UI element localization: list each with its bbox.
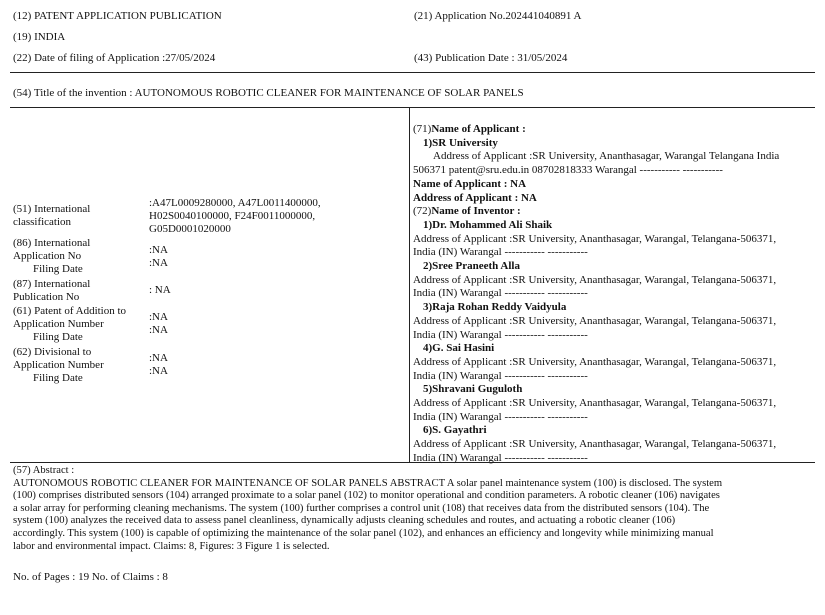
abstract-line: a solar array for performing cleaning mechanisms. The system (100) further comprises a control unit (108) that receives data from the distributed sensors (104). The (13, 502, 710, 514)
applicant-address-line: 506371 patent@sru.edu.in 08702818333 Warangal ----------- ----------- (413, 164, 723, 177)
inventor-address-line: Address of Applicant :SR University, Ananthasagar, Warangal, Telangana-506371, (413, 438, 777, 451)
label-line: Filing Date (33, 331, 83, 343)
inventor-entry (413, 383, 779, 424)
intl-publication-label (13, 278, 90, 304)
applicant-inventor-block (413, 123, 779, 466)
abstract-line: system (100) analyzes the received data to assess panel cleanliness, dynamically adjusts cleaning schedules and routes, and actuating a robotic cleaner (106) (13, 515, 676, 527)
divider-title (10, 107, 815, 108)
abstract-line: (100) comprises distributed sensors (104) arranged proximate to a solar panel (102) to monitor operational and condition parameters. A robotic cleaner (106) navigates (13, 490, 720, 502)
filing-date: (22) Date of filing of Application :27/05/2024 (13, 52, 216, 64)
inventor-address-line: India (IN) Warangal ----------- ----------- (413, 287, 588, 300)
divisional-label (13, 346, 104, 385)
inventor-address-line: India (IN) Warangal ----------- ----------- (413, 328, 588, 341)
divisional-value (149, 352, 168, 378)
patent-addition-value (149, 311, 168, 337)
abstract-line: AUTONOMOUS ROBOTIC CLEANER FOR MAINTENANCE OF SOLAR PANELS ABSTRACT A solar panel maintenance system (100) is disclosed. The system (13, 477, 723, 489)
value-line: :NA (149, 244, 168, 256)
inventor-address-line: India (IN) Warangal ----------- ----------- (413, 410, 588, 423)
inventor-address-line: Address of Applicant :SR University, Ananthasagar, Warangal, Telangana-506371, (413, 355, 777, 368)
intl-application-value (149, 244, 168, 270)
intl-application-label (13, 237, 90, 276)
label-line: classification (13, 216, 72, 228)
inventor-entry (413, 301, 779, 342)
applicant-address-na: Address of Applicant : NA (413, 191, 537, 204)
label-line: Application No (13, 250, 82, 262)
inventor-name: 2)Sree Praneeth Alla (423, 260, 520, 273)
divider-header (10, 72, 815, 73)
inventor-name: 1)Dr. Mohammed Ali Shaik (423, 218, 553, 231)
inventor-address-line: Address of Applicant :SR University, Ananthasagar, Warangal, Telangana-506371, (413, 314, 777, 327)
inventor-address-line: Address of Applicant :SR University, Ananthasagar, Warangal, Telangana-506371, (413, 397, 777, 410)
intl-class-value (149, 197, 321, 236)
label-line: Filing Date (33, 263, 83, 275)
intl-publication-value: : NA (149, 284, 171, 296)
label-line: (87) International (13, 278, 91, 290)
inventor-entry (413, 424, 779, 465)
invention-title: (54) Title of the invention : AUTONOMOUS ROBOTIC CLEANER FOR MAINTENANCE OF SOLAR PANELS (13, 87, 524, 99)
country: (19) INDIA (13, 31, 66, 43)
inventor-name: 5)Shravani Guguloth (423, 383, 523, 396)
abstract-line: labor and environmental impact. Claims: 8, Figures: 3 Figure 1 is selected. (13, 540, 330, 552)
inventor-name: 4)G. Sai Hasini (423, 342, 495, 355)
label-line: Application Number (13, 359, 104, 371)
inventor-name: 3)Raja Rohan Reddy Vaidyula (423, 301, 567, 314)
label-line: (62) Divisional to (13, 346, 92, 358)
value-line: :NA (149, 352, 168, 364)
heading-text: Name of Applicant : (431, 123, 526, 135)
inventor-address-line: India (IN) Warangal ----------- ----------- (413, 246, 588, 259)
publication-date: (43) Publication Date : 31/05/2024 (414, 52, 568, 64)
column-divider (409, 107, 410, 462)
inventor-address-line: India (IN) Warangal ----------- ----------- (413, 369, 588, 382)
applicant-name-na: Name of Applicant : NA (413, 177, 527, 190)
value-line: H02S0040100000, F24F0011000000, (149, 210, 316, 222)
field-code: (71) (413, 123, 432, 135)
inventor-entry (413, 260, 779, 301)
inventor-address-line: Address of Applicant :SR University, Ananthasagar, Warangal, Telangana-506371, (413, 232, 777, 245)
application-number: (21) Application No.202441040891 A (414, 10, 582, 22)
pages-claims-count: No. of Pages : 19 No. of Claims : 8 (13, 571, 168, 583)
heading-text: Name of Inventor : (431, 205, 521, 218)
abstract-section (13, 465, 722, 553)
inventor-address-line: India (IN) Warangal ----------- ----------- (413, 451, 588, 464)
value-line: :A47L0009280000, A47L0011400000, (149, 197, 321, 209)
label-line: (86) International (13, 237, 91, 249)
field-code: (72) (413, 205, 432, 218)
inventor-name: 6)S. Gayathri (423, 424, 487, 437)
inventor-entry (413, 342, 779, 383)
abstract-heading: (57) Abstract : (13, 465, 75, 476)
label-line: (61) Patent of Addition to (13, 305, 127, 317)
value-line: :NA (149, 324, 168, 336)
label-line: Filing Date (33, 372, 83, 384)
inventor-heading (413, 205, 779, 219)
inventor-entry (413, 219, 779, 260)
patent-addition-label (13, 305, 126, 344)
value-line: :NA (149, 311, 168, 323)
divider-abstract (10, 462, 815, 463)
value-line: G05D0001020000 (149, 223, 231, 235)
applicant-address-line: Address of Applicant :SR University, Ananthasagar, Warangal Telangana India (433, 150, 780, 163)
value-line: :NA (149, 365, 168, 377)
intl-class-label (13, 203, 90, 229)
inventor-address-line: Address of Applicant :SR University, Ananthasagar, Warangal, Telangana-506371, (413, 273, 777, 286)
abstract-line: accordingly. This system (100) is capable of optimizing the maintenance of the solar panel (102), and enhances an efficiency and longevity while minimizing manual (13, 527, 714, 539)
applicant-name: 1)SR University (423, 136, 498, 149)
label-line: Application Number (13, 318, 104, 330)
publication-type: (12) PATENT APPLICATION PUBLICATION (13, 10, 222, 22)
label-line: (51) International (13, 203, 91, 215)
value-line: :NA (149, 257, 168, 269)
label-line: Publication No (13, 291, 80, 303)
applicant-heading (413, 123, 779, 137)
